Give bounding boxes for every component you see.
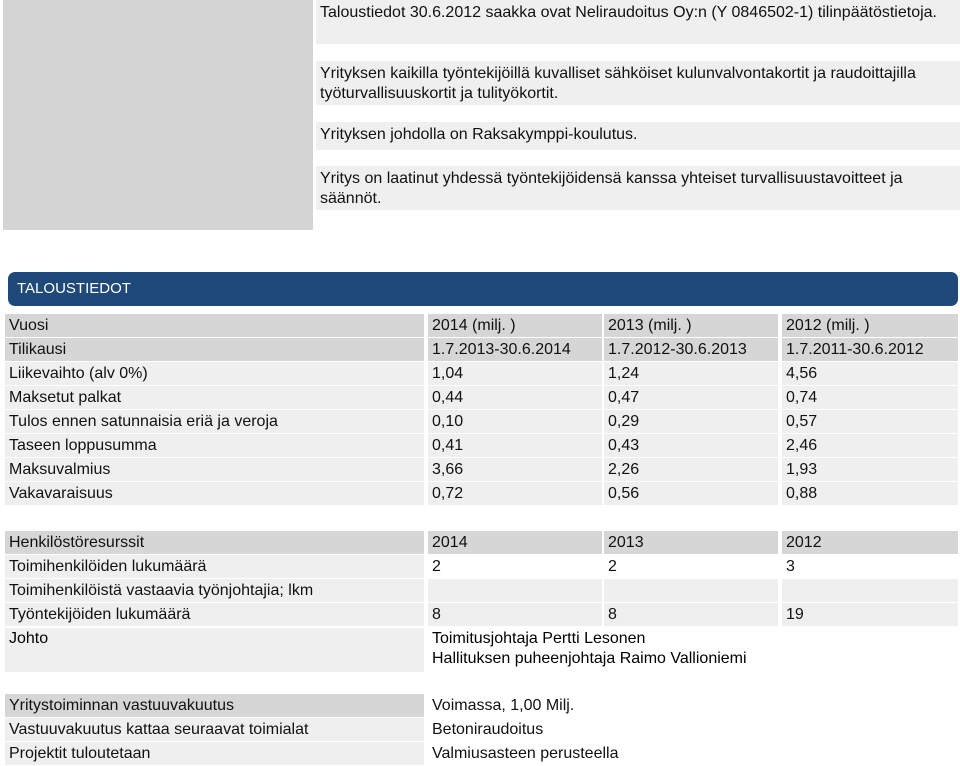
row-value-2012: 3 — [786, 558, 795, 575]
row-value-2013: 0,43 — [604, 434, 778, 457]
staff-header-label: Henkilöstöresurssit — [5, 531, 424, 554]
finance-header-row — [0, 314, 960, 337]
section-header-taloustiedot: TALOUSTIEDOT — [8, 272, 958, 306]
intro-paragraph-4: Yritys on laatinut yhdessä työntekijöidensä kanssa yhteiset turvallisuustavoitteet ja säännöt. — [316, 166, 960, 210]
row-value-2013: 2,26 — [604, 458, 778, 481]
table-row — [0, 742, 960, 765]
row-label: Toimihenkilöistä vastaavia työnjohtajia; lkm — [5, 579, 424, 602]
row-label: Liikevaihto (alv 0%) — [5, 362, 424, 385]
table-row — [0, 718, 960, 741]
staff-header-2013: 2013 — [604, 531, 778, 554]
row-value-2013: 1.7.2012-30.6.2013 — [604, 338, 778, 361]
finance-header-2012: 2012 (milj. ) — [782, 314, 958, 337]
management-chair: Hallituksen puheenjohtaja Raimo Vallioniemi — [432, 650, 747, 667]
row-label: Maksetut palkat — [5, 386, 424, 409]
finance-header-2014: 2014 (milj. ) — [428, 314, 602, 337]
row-value: Betoniraudoitus — [432, 721, 544, 738]
row-value-2014: 2 — [432, 558, 441, 575]
intro-paragraph-1: Taloustiedot 30.6.2012 saakka ovat Neliraudoitus Oy:n (Y 0846502-1) tilinpäätöstietoja. — [316, 0, 960, 44]
row-label: Vakavaraisuus — [5, 482, 424, 505]
row-value-2012: 2,46 — [782, 434, 958, 457]
row-label: Taseen loppusumma — [5, 434, 424, 457]
table-row — [0, 410, 960, 433]
finance-header-label: Vuosi — [5, 314, 424, 337]
table-row — [0, 603, 960, 626]
row-label: Toimihenkilöiden lukumäärä — [5, 555, 424, 578]
row-value-2014: 1,04 — [428, 362, 602, 385]
row-label: Maksuvalmius — [5, 458, 424, 481]
row-value-2012: 19 — [782, 603, 958, 626]
row-value-2013: 0,29 — [604, 410, 778, 433]
row-value-2013: 2 — [608, 558, 617, 575]
row-value-2012: 0,74 — [782, 386, 958, 409]
finance-header-2013: 2013 (milj. ) — [604, 314, 778, 337]
row-value-2014: 8 — [428, 603, 602, 626]
row-value-2014 — [428, 579, 602, 602]
table-row — [0, 579, 960, 602]
table-row — [0, 458, 960, 481]
row-value-2012 — [782, 579, 958, 602]
intro-section — [316, 0, 960, 230]
row-value-2012: 1.7.2011-30.6.2012 — [782, 338, 958, 361]
row-label: Projektit tuloutetaan — [5, 742, 424, 765]
row-value-2013: 0,47 — [604, 386, 778, 409]
row-value-2014: 0,10 — [428, 410, 602, 433]
management-label: Johto — [5, 628, 424, 672]
row-value-2012: 1,93 — [782, 458, 958, 481]
row-value-2014: 1.7.2013-30.6.2014 — [428, 338, 602, 361]
row-label: Tulos ennen satunnaisia eriä ja veroja — [5, 410, 424, 433]
row-label: Yritystoiminnan vastuuvakuutus — [5, 694, 424, 717]
table-row — [0, 482, 960, 505]
row-value-2012: 0,88 — [782, 482, 958, 505]
image-placeholder — [3, 0, 313, 230]
row-value-2013: 0,56 — [604, 482, 778, 505]
row-label: Työntekijöiden lukumäärä — [5, 603, 424, 626]
row-value-2014: 0,72 — [428, 482, 602, 505]
management-ceo: Toimitusjohtaja Pertti Lesonen — [432, 630, 646, 647]
management-value — [428, 628, 958, 672]
table-row — [0, 555, 960, 578]
row-value: Valmiusasteen perusteella — [432, 745, 619, 762]
row-value-2013 — [604, 579, 778, 602]
table-row — [0, 434, 960, 457]
table-row — [0, 362, 960, 385]
row-value: Voimassa, 1,00 Milj. — [432, 697, 575, 714]
row-value-2012: 0,57 — [782, 410, 958, 433]
table-row — [0, 338, 960, 361]
row-value-2012: 4,56 — [782, 362, 958, 385]
staff-header-2012: 2012 — [782, 531, 958, 554]
row-label: Vastuuvakuutus kattaa seuraavat toimialat — [5, 718, 424, 741]
intro-paragraph-3: Yrityksen johdolla on Raksakymppi-koulutus. — [316, 122, 960, 150]
staff-header-2014: 2014 — [428, 531, 602, 554]
management-row — [0, 628, 960, 672]
table-row — [0, 386, 960, 409]
staff-header-row — [0, 531, 960, 554]
row-value-2014: 0,44 — [428, 386, 602, 409]
row-label: Tilikausi — [5, 338, 424, 361]
row-value-2013: 1,24 — [604, 362, 778, 385]
table-row — [0, 694, 960, 717]
row-value-2014: 3,66 — [428, 458, 602, 481]
row-value-2014: 0,41 — [428, 434, 602, 457]
row-value-2013: 8 — [604, 603, 778, 626]
intro-paragraph-2: Yrityksen kaikilla työntekijöillä kuvalliset sähköiset kulunvalvontakortit ja raudoittajilla työturvallisuuskortit ja tulityökortit. — [316, 61, 960, 105]
